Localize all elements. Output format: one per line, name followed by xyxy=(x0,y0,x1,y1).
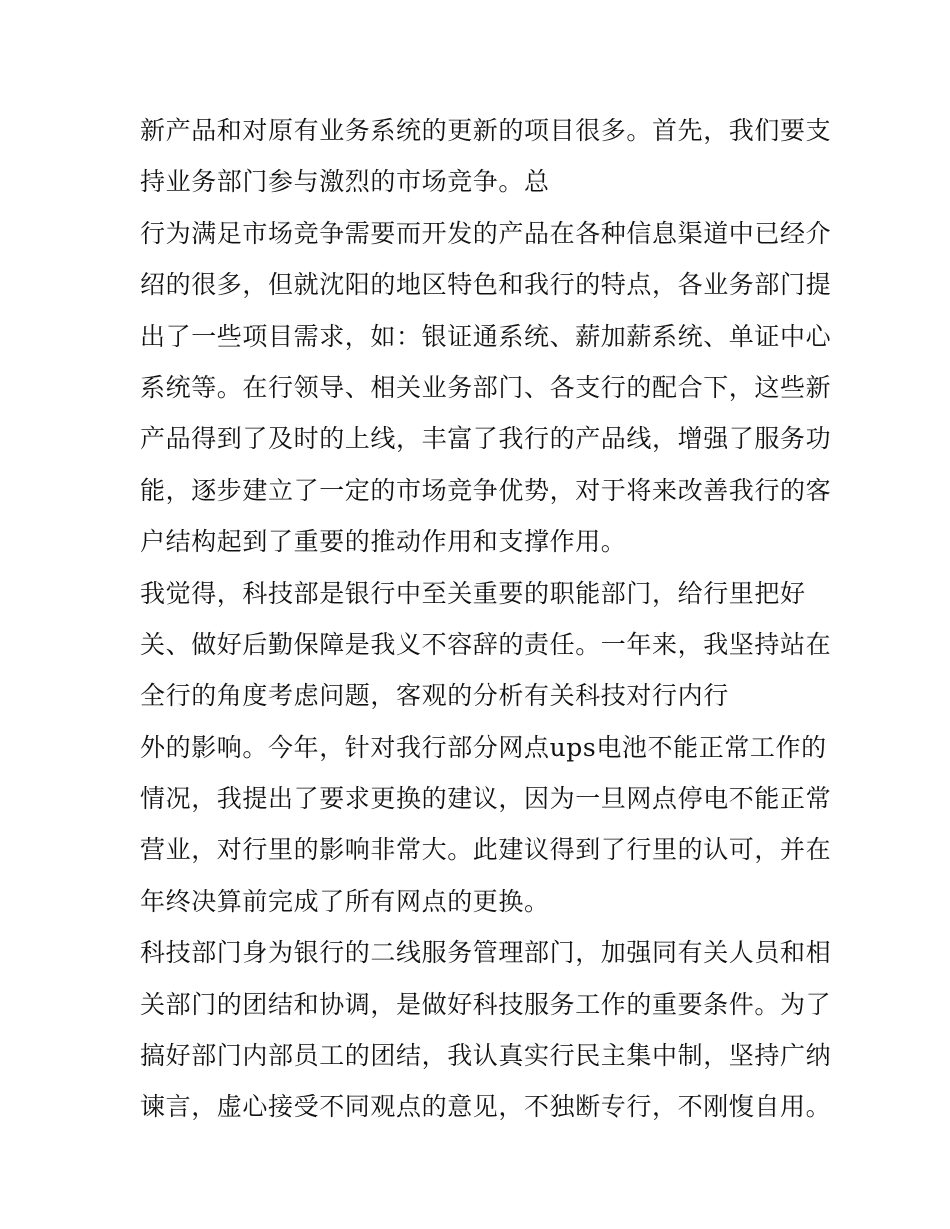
text-line: 关、做好后勤保障是我义不容辞的责任。一年来，我坚持站在 xyxy=(140,629,832,659)
text-line: 全行的角度考虑问题，客观的分析有关科技对行内行 xyxy=(140,681,729,711)
text-line: 绍的很多，但就沈阳的地区特色和我行的特点，各业务部门提 xyxy=(140,270,832,300)
text-line: 谏言，虚心接受不同观点的意见，不独断专行，不刚愎自用。 xyxy=(140,1092,832,1122)
text-line: 外的影响。今年，针对我行部分网点ups电池不能正常工作的 xyxy=(140,732,827,762)
text-line: 系统等。在行领导、相关业务部门、各支行的配合下，这些新 xyxy=(140,372,832,402)
text-line: 新产品和对原有业务系统的更新的项目很多。首先，我们要支 xyxy=(140,116,832,145)
text-line: 情况，我提出了要求更换的建议，因为一旦网点停电不能正常 xyxy=(140,784,832,814)
text-line: 我觉得，科技部是银行中至关重要的职能部门，给行里把好 xyxy=(140,578,806,608)
text-line: 出了一些项目需求，如：银证通系统、薪加薪系统、单证中心 xyxy=(140,321,832,351)
text-line: 年终决算前完成了所有网点的更换。 xyxy=(140,886,550,916)
text-line: 持业务部门参与激烈的市场竞争。总 xyxy=(140,167,550,197)
document-body xyxy=(140,105,832,1133)
text-line: 产品得到了及时的上线，丰富了我行的产品线，增强了服务功 xyxy=(140,424,832,454)
text-line: 关部门的团结和协调，是做好科技服务工作的重要条件。为了 xyxy=(140,989,832,1019)
text-line: 营业，对行里的影响非常大。此建议得到了行里的认可，并在 xyxy=(140,835,832,865)
text-line: 科技部门身为银行的二线服务管理部门，加强同有关人员和相 xyxy=(140,938,832,968)
text-line: 行为满足市场竞争需要而开发的产品在各种信息渠道中已经介 xyxy=(140,218,832,248)
text-line: 搞好部门内部员工的团结，我认真实行民主集中制，坚持广纳 xyxy=(140,1041,832,1071)
text-line: 户结构起到了重要的推动作用和支撑作用。 xyxy=(140,527,627,557)
text-line: 能，逐步建立了一定的市场竞争优势，对于将来改善我行的客 xyxy=(140,475,832,505)
